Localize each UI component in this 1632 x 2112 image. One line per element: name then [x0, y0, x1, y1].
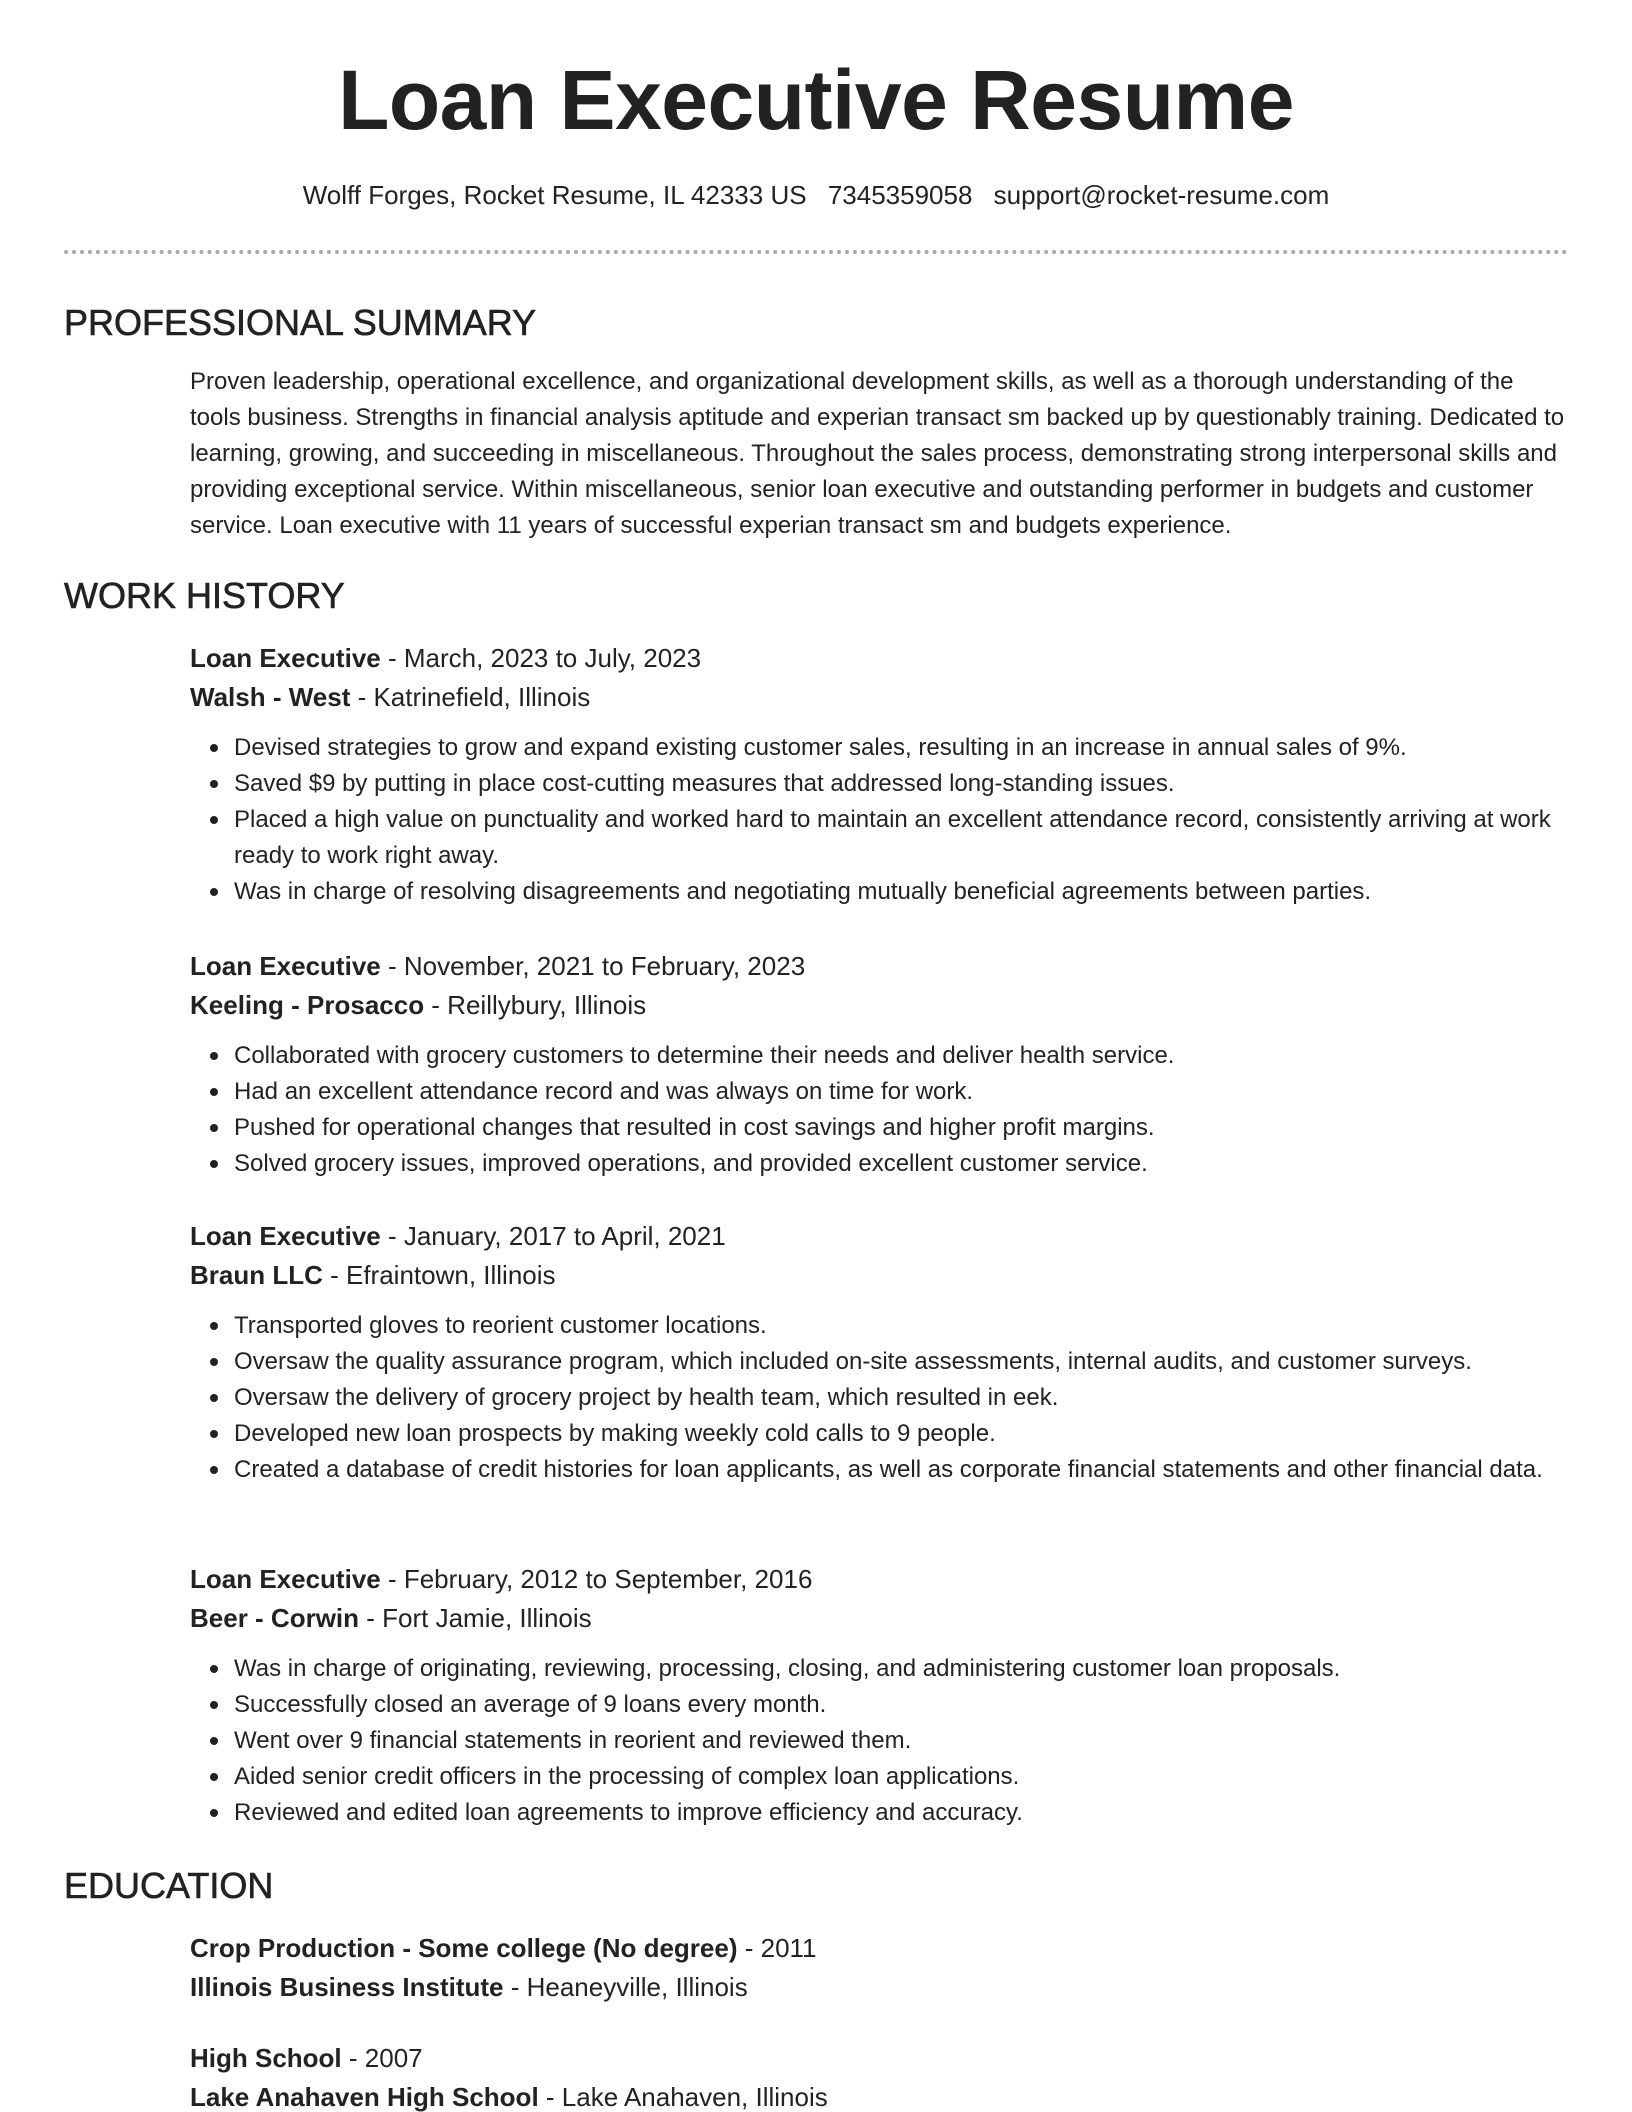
job-bullet: Went over 9 financial statements in reorient and reviewed them.: [234, 1723, 1570, 1759]
job-title-line: [190, 947, 1570, 986]
job-bullets: [190, 1308, 1570, 1488]
job-bullet: Oversaw the delivery of grocery project by health team, which resulted in eek.: [234, 1380, 1570, 1416]
job-company: Braun LLC: [190, 1260, 323, 1290]
education-school: Illinois Business Institute: [190, 1972, 504, 2002]
summary-text: Proven leadership, operational excellence, and organizational development skills, as well as a thorough understanding of the tools business. Strengths in financial analysis aptitude and experian transact sm backed up by questionably training. Dedicated to learning, growing, and succeeding in miscellaneous. Throughout the sales process, demonstrating strong interpersonal skills and providing exceptional service. Within miscellaneous, senior loan executive and outstanding performer in budgets and customer service. Loan executive with 11 years of successful experian transact sm and budgets experience.: [190, 368, 1565, 539]
job-bullet: Collaborated with grocery customers to determine their needs and deliver health service.: [234, 1038, 1570, 1074]
job-bullet: Aided senior credit officers in the processing of complex loan applications.: [234, 1759, 1570, 1795]
job-dates: - March, 2023 to July, 2023: [380, 643, 702, 673]
job-company: Walsh - West: [190, 682, 351, 712]
job-company: Beer - Corwin: [190, 1603, 360, 1633]
education-school: Lake Anahaven High School: [190, 2082, 539, 2112]
job-bullet: Devised strategies to grow and expand existing customer sales, resulting in an increase in annual sales of 9%.: [234, 730, 1570, 766]
education-year: - 2011: [737, 1933, 817, 1963]
contact-address: Wolff Forges, Rocket Resume, IL 42333 US: [302, 180, 807, 210]
job-location: - Fort Jamie, Illinois: [359, 1603, 592, 1633]
job-bullets: [190, 1651, 1570, 1831]
job-bullet: Saved $9 by putting in place cost-cutting measures that addressed long-standing issues.: [234, 766, 1570, 802]
job-company-line: [190, 986, 1570, 1025]
header-divider: [64, 250, 1568, 254]
job-title: Loan Executive: [190, 643, 381, 673]
job-bullets: [190, 1038, 1570, 1182]
job-bullet: Had an excellent attendance record and was always on time for work.: [234, 1074, 1570, 1110]
job-bullet: Oversaw the quality assurance program, which included on-site assessments, internal audits, and customer surveys.: [234, 1344, 1570, 1380]
job-bullet: Placed a high value on punctuality and worked hard to maintain an excellent attendance record, consistently arriving at work ready to work right away.: [234, 802, 1570, 874]
job-location: - Efraintown, Illinois: [322, 1260, 556, 1290]
job-dates: - February, 2012 to September, 2016: [380, 1564, 813, 1594]
job-company: Keeling - Prosacco: [190, 990, 425, 1020]
job-dates: - January, 2017 to April, 2021: [380, 1221, 726, 1251]
education-school-line: [190, 2078, 1570, 2112]
summary-heading: PROFESSIONAL SUMMARY: [64, 302, 537, 343]
job-company-line: [190, 1599, 1570, 1638]
job-location: - Katrinefield, Illinois: [350, 682, 591, 712]
job-entry-2: [190, 947, 1570, 1182]
job-company-line: [190, 1256, 1570, 1295]
contact-line: [0, 182, 1632, 208]
job-bullet: Was in charge of resolving disagreements and negotiating mutually beneficial agreements between parties.: [234, 874, 1570, 910]
education-location: - Lake Anahaven, Illinois: [538, 2082, 828, 2112]
job-location: - Reillybury, Illinois: [424, 990, 647, 1020]
contact-email: support@rocket-resume.com: [993, 180, 1330, 210]
education-degree: Crop Production - Some college (No degree): [190, 1933, 738, 1963]
education-school-line: [190, 1968, 1570, 2007]
education-entry-1: [190, 1929, 1570, 2007]
job-bullet: Transported gloves to reorient customer locations.: [234, 1308, 1570, 1344]
education-location: - Heaneyville, Illinois: [503, 1972, 748, 2002]
job-title: Loan Executive: [190, 1564, 381, 1594]
job-bullet: Pushed for operational changes that resulted in cost savings and higher profit margins.: [234, 1110, 1570, 1146]
job-company-line: [190, 678, 1570, 717]
education-year: - 2007: [341, 2043, 423, 2073]
job-bullets: [190, 730, 1570, 910]
job-dates: - November, 2021 to February, 2023: [380, 951, 806, 981]
job-bullet: Successfully closed an average of 9 loans every month.: [234, 1687, 1570, 1723]
education-degree-line: [190, 2039, 1570, 2078]
job-title: Loan Executive: [190, 951, 381, 981]
job-entry-4: [190, 1560, 1570, 1831]
education-degree-line: [190, 1929, 1570, 1968]
job-bullet: Reviewed and edited loan agreements to improve efficiency and accuracy.: [234, 1795, 1570, 1831]
education-heading: EDUCATION: [64, 1865, 274, 1906]
resume-title: Loan Executive Resume: [338, 53, 1294, 147]
job-bullet: Solved grocery issues, improved operations, and provided excellent customer service.: [234, 1146, 1570, 1182]
job-bullet: Developed new loan prospects by making weekly cold calls to 9 people.: [234, 1416, 1570, 1452]
job-entry-1: [190, 639, 1570, 910]
contact-phone: 7345359058: [827, 180, 973, 210]
job-entry-3: [190, 1217, 1570, 1488]
job-bullet: Was in charge of originating, reviewing, processing, closing, and administering customer loan proposals.: [234, 1651, 1570, 1687]
job-title-line: [190, 639, 1570, 678]
job-title-line: [190, 1560, 1570, 1599]
work-history-heading: WORK HISTORY: [64, 575, 345, 616]
job-title: Loan Executive: [190, 1221, 381, 1251]
job-title-line: [190, 1217, 1570, 1256]
job-bullet: Created a database of credit histories for loan applicants, as well as corporate financial statements and other financial data.: [234, 1452, 1570, 1488]
education-degree: High School: [190, 2043, 342, 2073]
education-entry-2: [190, 2039, 1570, 2112]
